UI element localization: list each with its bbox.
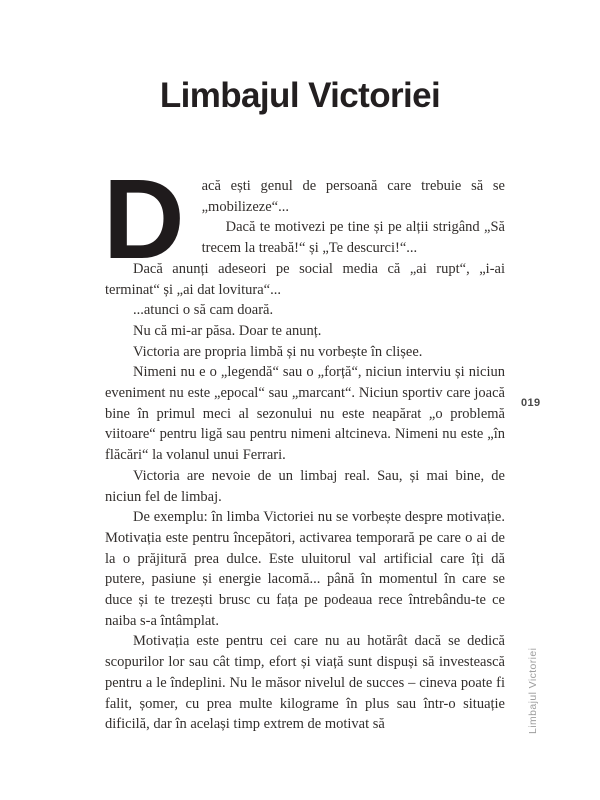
paragraph: Dacă anunți adeseori pe social media că „ai rupt“, „i-ai terminat“ și „ai dat lovitura“...: [105, 260, 505, 298]
drop-cap: D: [103, 156, 185, 282]
paragraph: ...atunci o să cam doară.: [133, 302, 274, 319]
paragraph: Motivația este pentru cei care nu au hotărât dacă se dedică scopurilor lor sau cât timp, efort și viață sunt dispuși să investească pentru a le îndeplini. Nu le măsor nivelul de succes – cineva poate fi falit, șomer, cu prea multe kilograme în plus sau într-o situație dificilă, dar în același timp extrem de motivat să: [105, 633, 505, 733]
paragraph: Victoria are nevoie de un limbaj real. Sau, și mai bine, de niciun fel de limbaj.: [105, 467, 505, 505]
paragraph-text: acă ești genul de persoană care trebuie să se „mobilizeze“...: [201, 178, 505, 215]
running-title-vertical: Limbajul Victoriei: [527, 647, 539, 734]
chapter-title: Limbajul Victoriei: [159, 76, 441, 115]
body-text: [103, 156, 505, 735]
paragraph: Nu că mi-ar păsa. Doar te anunț.: [133, 322, 322, 339]
paragraph: Dacă te motivezi pe tine și pe alții strigând „Să trecem la treabă!“ și „Te descurci!“...: [201, 219, 505, 257]
page-number: 019: [521, 397, 541, 409]
paragraph: De exemplu: în limba Victoriei nu se vorbește despre motivație. Motivația este pentru începători, activarea temporară pe care o ai de la o prăjitură prea dulce. Este uluitorul val artificial care îți dă putere, pasiune și energie lacomă... până în momentul în care se duce și te trezești brusc cu fața pe podeaua rece întrebându-te ce naiba s-a întâmplat.: [105, 509, 505, 629]
paragraph: Victoria are propria limbă și nu vorbește în clișee.: [133, 343, 423, 360]
paragraph: Nimeni nu e o „legendă“ sau o „forță“, niciun interviu și niciun eveniment nu este „epocal“ sau „marcant“. Niciun sportiv care joacă bine în primul meci al sezonului nu este neapărat „o problemă viitoare“ pentru ligă sau pentru nimeni altcineva. Nimeni nu este „în flăcări“ la volanul unui Ferrari.: [105, 364, 505, 464]
